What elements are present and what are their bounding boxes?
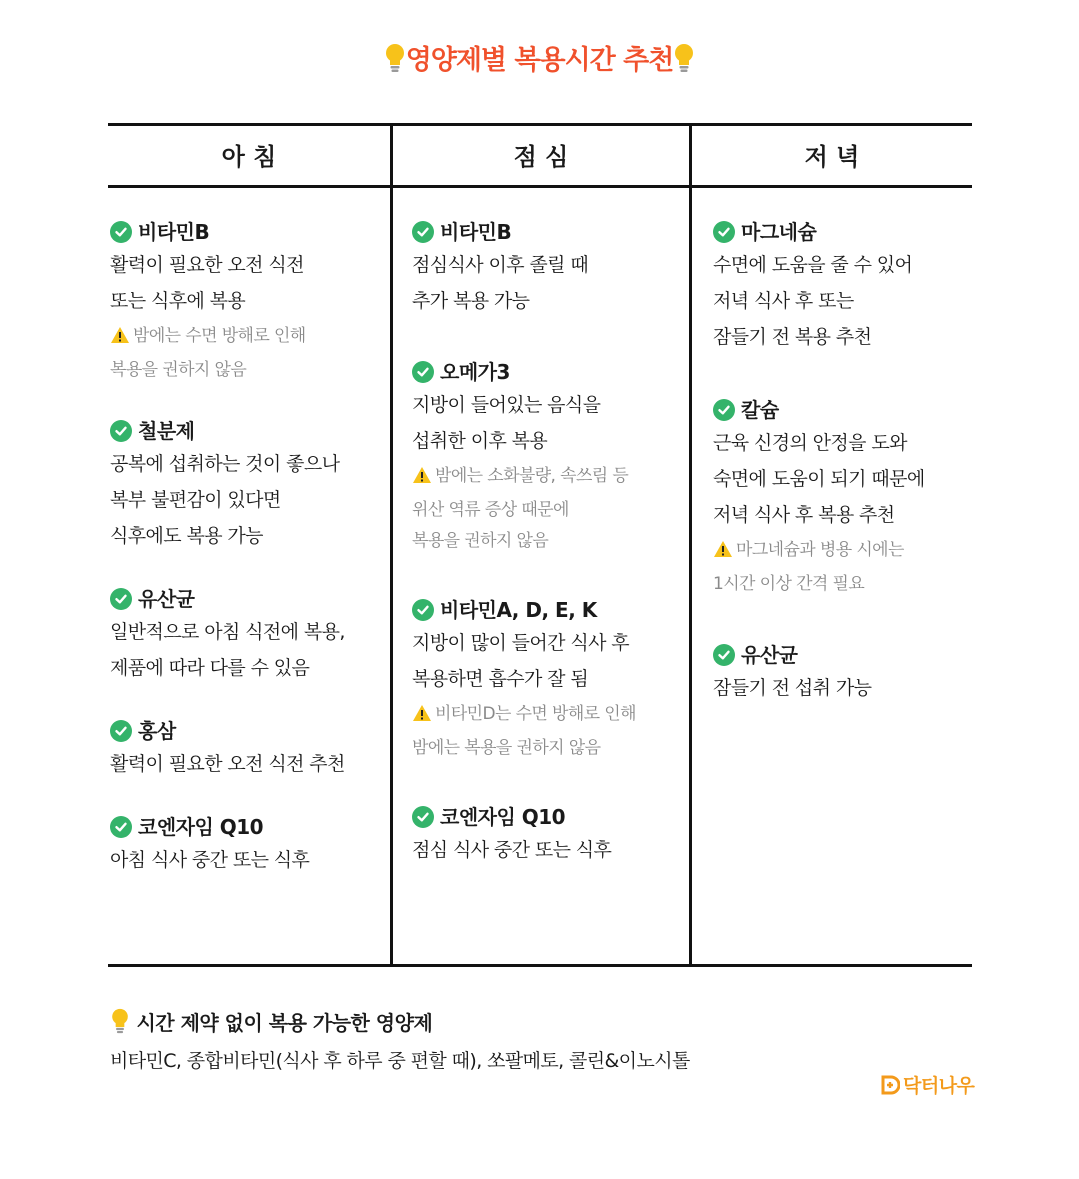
supplement-item bbox=[110, 812, 385, 878]
supplement-item bbox=[412, 802, 684, 868]
check-circle-icon bbox=[713, 399, 735, 421]
supplement-description: 수면에 도움을 줄 수 있어 저녁 식사 후 또는 잠들기 전 복용 추천 bbox=[713, 254, 913, 348]
supplement-name: 유산균 bbox=[138, 587, 195, 611]
check-circle-icon bbox=[412, 361, 434, 383]
supplement-item bbox=[412, 217, 684, 319]
supplement-name: 비타민B bbox=[440, 220, 512, 244]
supplement-description: 잠들기 전 섭취 가능 bbox=[713, 677, 872, 699]
supplement-description: 일반적으로 아침 식전에 복용, 제품에 따라 다를 수 있음 bbox=[110, 621, 345, 679]
supplement-item bbox=[713, 217, 968, 355]
supplement-item bbox=[713, 640, 968, 706]
page-title: 영양제별 복용시간 추천 bbox=[405, 45, 674, 76]
column-divider bbox=[689, 123, 692, 967]
lightbulb-icon bbox=[110, 1008, 130, 1042]
warning-text: 밤에는 수면 방해로 인해 복용을 권하지 않음 bbox=[110, 326, 306, 380]
supplement-name: 홍삼 bbox=[138, 719, 176, 743]
supplement-description: 점심식사 이후 졸릴 때 추가 복용 가능 bbox=[412, 254, 589, 312]
warning-text: 마그네슘과 병용 시에는 1시간 이상 간격 필요 bbox=[713, 540, 904, 594]
check-circle-icon bbox=[110, 720, 132, 742]
lightbulb-icon bbox=[384, 43, 406, 80]
supplement-name: 오메가3 bbox=[440, 360, 510, 384]
check-circle-icon bbox=[110, 816, 132, 838]
supplement-name: 코엔자임 Q10 bbox=[440, 805, 566, 829]
supplement-name: 비타민A, D, E, K bbox=[440, 598, 597, 622]
supplement-description: 활력이 필요한 오전 식전 추천 bbox=[110, 753, 345, 775]
check-circle-icon bbox=[110, 420, 132, 442]
supplement-warning bbox=[412, 699, 684, 764]
supplement-item bbox=[110, 416, 385, 554]
lightbulb-icon bbox=[673, 43, 695, 80]
warning-icon bbox=[412, 702, 432, 733]
supplement-item bbox=[110, 716, 385, 782]
logo-mark-icon bbox=[880, 1075, 900, 1095]
supplement-description: 지방이 많이 들어간 식사 후 복용하면 흡수가 잘 됨 bbox=[412, 632, 630, 690]
warning-icon bbox=[110, 324, 130, 355]
supplement-description: 근육 신경의 안정을 도와 숙면에 도움이 되기 때문에 저녁 식사 후 복용 추천 bbox=[713, 432, 925, 526]
supplement-name: 마그네슘 bbox=[741, 220, 817, 244]
supplement-item bbox=[713, 395, 968, 600]
column-header-morning: 아 침 bbox=[221, 143, 277, 171]
supplement-warning bbox=[713, 535, 968, 600]
supplement-item bbox=[412, 595, 684, 764]
check-circle-icon bbox=[713, 644, 735, 666]
check-circle-icon bbox=[412, 599, 434, 621]
check-circle-icon bbox=[412, 806, 434, 828]
check-circle-icon bbox=[713, 221, 735, 243]
footer-title: 시간 제약 없이 복용 가능한 영양제 bbox=[136, 1011, 433, 1035]
supplement-item bbox=[412, 357, 684, 557]
supplement-item bbox=[110, 217, 385, 386]
column-evening bbox=[713, 217, 968, 736]
page-title-row bbox=[0, 38, 1079, 80]
column-morning bbox=[110, 217, 385, 908]
supplement-name: 코엔자임 Q10 bbox=[138, 815, 264, 839]
supplement-item bbox=[110, 584, 385, 686]
supplement-description: 활력이 필요한 오전 식전 또는 식후에 복용 bbox=[110, 254, 304, 312]
warning-text: 밤에는 소화불량, 속쓰림 등 위산 역류 증상 때문에 복용을 권하지 않음 bbox=[412, 466, 629, 551]
footer-note bbox=[110, 1008, 690, 1073]
supplement-description: 아침 식사 중간 또는 식후 bbox=[110, 849, 310, 871]
check-circle-icon bbox=[110, 221, 132, 243]
footer-title-row bbox=[110, 1008, 690, 1038]
brand-logo bbox=[880, 1071, 974, 1098]
warning-icon bbox=[412, 464, 432, 495]
column-divider bbox=[390, 123, 393, 967]
warning-icon bbox=[713, 538, 733, 569]
supplement-description: 지방이 들어있는 음식을 섭취한 이후 복용 bbox=[412, 394, 601, 452]
logo-text: 닥터나우 bbox=[903, 1075, 975, 1097]
supplement-name: 유산균 bbox=[741, 643, 798, 667]
supplement-name: 칼슘 bbox=[741, 398, 779, 422]
footer-text: 비타민C, 종합비타민(식사 후 하루 중 편할 때), 쏘팔메토, 콜린&이노시톨 bbox=[110, 1050, 690, 1072]
supplement-description: 점심 식사 중간 또는 식후 bbox=[412, 839, 612, 861]
supplement-name: 비타민B bbox=[138, 220, 210, 244]
supplement-warning bbox=[110, 321, 385, 386]
table-bottom-rule bbox=[108, 964, 972, 967]
warning-text: 비타민D는 수면 방해로 인해 밤에는 복용을 권하지 않음 bbox=[412, 704, 636, 758]
schedule-table bbox=[108, 123, 972, 967]
supplement-warning bbox=[412, 461, 684, 557]
check-circle-icon bbox=[110, 588, 132, 610]
column-header-evening: 저 녁 bbox=[804, 143, 860, 171]
column-header-lunch: 점 심 bbox=[513, 143, 569, 171]
check-circle-icon bbox=[412, 221, 434, 243]
column-lunch bbox=[412, 217, 684, 898]
supplement-description: 공복에 섭취하는 것이 좋으나 복부 불편감이 있다면 식후에도 복용 가능 bbox=[110, 453, 340, 547]
supplement-name: 철분제 bbox=[138, 419, 195, 443]
